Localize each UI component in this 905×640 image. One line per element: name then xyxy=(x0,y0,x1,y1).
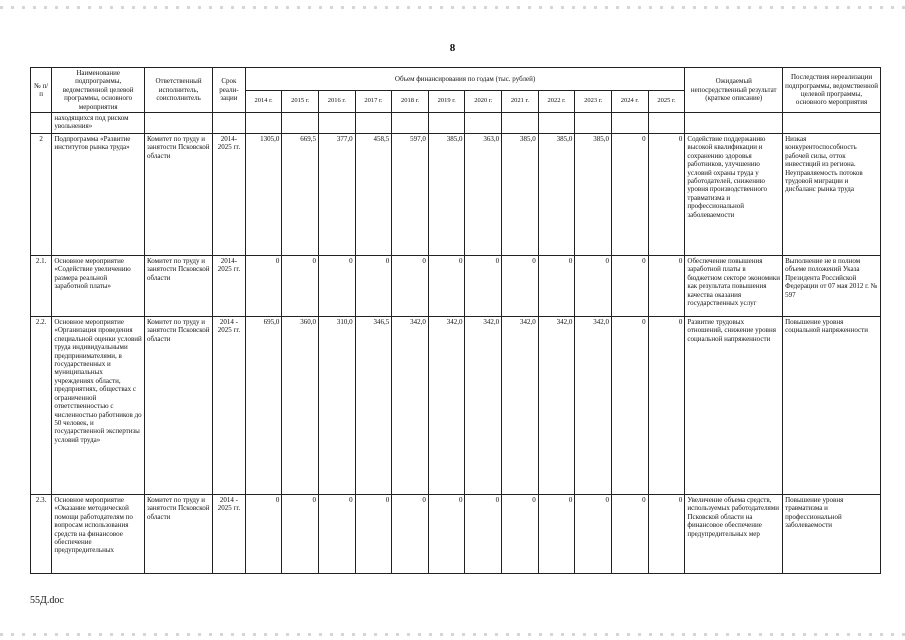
cell-value xyxy=(245,113,282,134)
header-year: 2024 г. xyxy=(611,90,648,113)
cell-name: Основное мероприятие «Оказание методической помощи работодателям по вопросам использования средств на финансовое обеспечение предупредительных xyxy=(52,495,145,574)
cell-value-2014: 0 xyxy=(245,495,282,574)
cell-value-2015: 360,0 xyxy=(282,317,319,495)
cell-value xyxy=(428,113,465,134)
cell-value-2018: 597,0 xyxy=(392,134,429,256)
header-financing: Объем финансирования по годам (тыс. рублей) xyxy=(245,68,685,91)
cell-no: 2.1. xyxy=(31,256,52,317)
header-year: 2017 г. xyxy=(355,90,392,113)
cell-value-2023: 385,0 xyxy=(575,134,612,256)
cell-value-2025: 0 xyxy=(648,134,685,256)
continuation-row xyxy=(31,113,881,134)
cell-responsible: Комитет по труду и занятости Псковской области xyxy=(144,134,212,256)
cell-value xyxy=(318,113,355,134)
cell-name: находящихся под риском увольнения» xyxy=(52,113,145,134)
cell-value-2020: 0 xyxy=(465,256,502,317)
cell-no xyxy=(31,113,52,134)
cell-value xyxy=(611,113,648,134)
cell-value-2025: 0 xyxy=(648,317,685,495)
scan-edge-bottom xyxy=(0,633,905,636)
cell-value-2016: 377,0 xyxy=(318,134,355,256)
header-year: 2014 г. xyxy=(245,90,282,113)
table-row xyxy=(31,134,881,256)
cell-value-2014: 1305,0 xyxy=(245,134,282,256)
cell-value-2022: 0 xyxy=(538,256,575,317)
cell-value-2015: 0 xyxy=(282,495,319,574)
cell-term xyxy=(213,113,246,134)
header-year: 2015 г. xyxy=(282,90,319,113)
cell-value-2024: 0 xyxy=(611,256,648,317)
cell-value-2021: 0 xyxy=(502,256,539,317)
cell-value-2018: 342,0 xyxy=(392,317,429,495)
cell-value-2023: 342,0 xyxy=(575,317,612,495)
cell-value-2025: 0 xyxy=(648,495,685,574)
table-row xyxy=(31,495,881,574)
cell-consequences: Повышение уровня травматизма и профессиональной заболеваемости xyxy=(783,495,881,574)
cell-value-2015: 669,5 xyxy=(282,134,319,256)
cell-no: 2 xyxy=(31,134,52,256)
financing-table xyxy=(30,67,881,574)
cell-value-2018: 0 xyxy=(392,495,429,574)
cell-result xyxy=(685,113,783,134)
cell-value-2021: 342,0 xyxy=(502,317,539,495)
cell-value-2014: 695,0 xyxy=(245,317,282,495)
header-year: 2018 г. xyxy=(392,90,429,113)
cell-value xyxy=(575,113,612,134)
cell-consequences: Повышение уровня социальной напряженности xyxy=(783,317,881,495)
cell-value-2023: 0 xyxy=(575,495,612,574)
cell-value-2020: 342,0 xyxy=(465,317,502,495)
cell-responsible: Комитет по труду и занятости Псковской области xyxy=(144,495,212,574)
cell-value-2024: 0 xyxy=(611,134,648,256)
cell-value-2024: 0 xyxy=(611,495,648,574)
cell-term: 2014 - 2025 гг. xyxy=(213,495,246,574)
header-year: 2019 г. xyxy=(428,90,465,113)
cell-term: 2014 - 2025 гг. xyxy=(213,317,246,495)
header-result: Ожидаемый непосредственный результат (краткое описание) xyxy=(685,68,783,113)
cell-value-2017: 346,5 xyxy=(355,317,392,495)
cell-value-2020: 363,0 xyxy=(465,134,502,256)
cell-value xyxy=(648,113,685,134)
cell-consequences: Низкая конкурентоспособность рабочей силы, отток инвестиций из региона. Неуправляемость потоков трудовой миграции и дисбаланс рынка труда xyxy=(783,134,881,256)
cell-value-2022: 342,0 xyxy=(538,317,575,495)
cell-value-2017: 458,5 xyxy=(355,134,392,256)
cell-result: Содействие поддержанию высокой квалификации и сохранению здоровья работников, улучшению условий охраны труда у работодателей, снижению уровня производственного травматизма и профессиональной заболеваемости xyxy=(685,134,783,256)
scan-edge-top xyxy=(0,6,905,9)
cell-value-2018: 0 xyxy=(392,256,429,317)
cell-result: Развитие трудовых отношений, снижение уровня социальной напряженности xyxy=(685,317,783,495)
page-number: 8 xyxy=(449,42,456,54)
cell-value-2019: 0 xyxy=(428,256,465,317)
cell-responsible xyxy=(144,113,212,134)
cell-consequences xyxy=(783,113,881,134)
cell-value-2019: 385,0 xyxy=(428,134,465,256)
cell-value-2017: 0 xyxy=(355,495,392,574)
cell-no: 2.3. xyxy=(31,495,52,574)
header-consequences: Последствия нереализации подпрограммы, ведомственной целевой программы, основного мероприятия xyxy=(783,68,881,113)
cell-term: 2014-2025 гг. xyxy=(213,134,246,256)
cell-responsible: Комитет по труду и занятости Псковской области xyxy=(144,317,212,495)
cell-term: 2014-2025 гг. xyxy=(213,256,246,317)
cell-consequences: Выполнение не в полном объеме положений Указа Президента Российской Федерации от 07 мая 2012 г. № 597 xyxy=(783,256,881,317)
cell-value-2024: 0 xyxy=(611,317,648,495)
cell-value-2022: 0 xyxy=(538,495,575,574)
cell-value-2021: 0 xyxy=(502,495,539,574)
header-responsible: Ответственный исполнитель, соисполнитель xyxy=(144,68,212,113)
cell-value xyxy=(538,113,575,134)
cell-name: Основное мероприятие «Содействие увеличению размера реальной заработной платы» xyxy=(52,256,145,317)
cell-value xyxy=(355,113,392,134)
header-no: № п/п xyxy=(31,68,52,113)
header-term: Срок реали-зации xyxy=(213,68,246,113)
cell-value xyxy=(282,113,319,134)
header-year: 2023 г. xyxy=(575,90,612,113)
table-row xyxy=(31,256,881,317)
cell-value-2016: 310,0 xyxy=(318,317,355,495)
document-filename: 55Д.doc xyxy=(30,595,64,606)
cell-value-2019: 0 xyxy=(428,495,465,574)
header-row xyxy=(31,68,881,91)
cell-name: Основное мероприятие «Организация проведения специальной оценки условий труда индивидуальными предпринимателями, в государственных и муниципальных учреждениях области, предприятиях, обществах с ограниченной ответственностью с численностью работников до 50 человек, и государственной экспертизы условий труда» xyxy=(52,317,145,495)
table-row xyxy=(31,317,881,495)
cell-result: Увеличение объема средств, используемых работодателями Псковской области на финансовое обеспечение предупредительных мер xyxy=(685,495,783,574)
cell-no: 2.2. xyxy=(31,317,52,495)
cell-name: Подпрограмма «Развитие институтов рынка труда» xyxy=(52,134,145,256)
cell-value-2020: 0 xyxy=(465,495,502,574)
header-year: 2020 г. xyxy=(465,90,502,113)
cell-value-2025: 0 xyxy=(648,256,685,317)
cell-value-2021: 385,0 xyxy=(502,134,539,256)
cell-value xyxy=(502,113,539,134)
header-name: Наименование подпрограммы, ведомственной целевой программы, основного мероприятия xyxy=(52,68,145,113)
header-year: 2016 г. xyxy=(318,90,355,113)
cell-value-2019: 342,0 xyxy=(428,317,465,495)
cell-value-2016: 0 xyxy=(318,495,355,574)
cell-result: Обеспечение повышения заработной платы в бюджетном секторе экономики как результата повышения качества оказания государственных услуг xyxy=(685,256,783,317)
header-year: 2025 г. xyxy=(648,90,685,113)
cell-responsible: Комитет по труду и занятости Псковской области xyxy=(144,256,212,317)
header-year: 2021 г. xyxy=(502,90,539,113)
cell-value-2023: 0 xyxy=(575,256,612,317)
cell-value-2016: 0 xyxy=(318,256,355,317)
cell-value xyxy=(465,113,502,134)
cell-value-2015: 0 xyxy=(282,256,319,317)
cell-value-2022: 385,0 xyxy=(538,134,575,256)
cell-value-2017: 0 xyxy=(355,256,392,317)
header-year: 2022 г. xyxy=(538,90,575,113)
cell-value-2014: 0 xyxy=(245,256,282,317)
cell-value xyxy=(392,113,429,134)
